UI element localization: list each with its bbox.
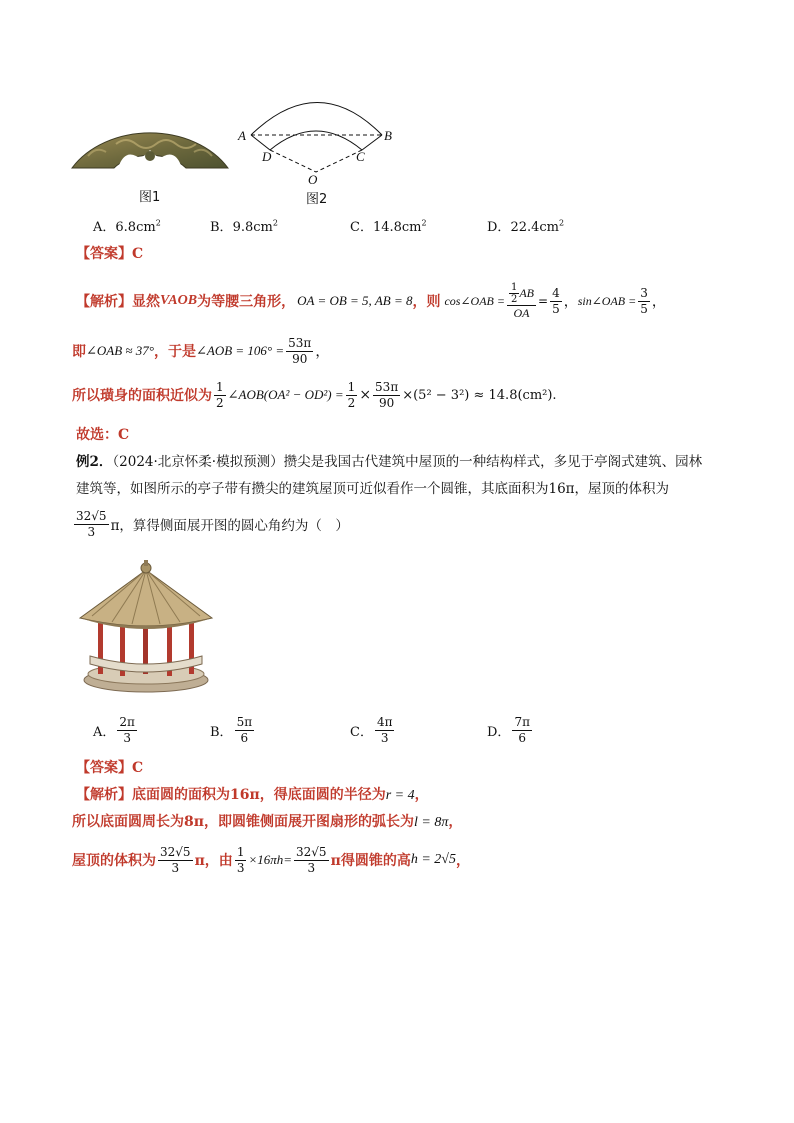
point-label-O: O <box>308 172 318 187</box>
q2-option-a: A． $\frac{2\pi}{3}$ <box>93 714 135 745</box>
q1-option-a: A．$6.8cm^2$ <box>93 218 161 235</box>
figure-2-caption: 图2 <box>306 192 328 207</box>
q1-analysis-line3: 所以璜身的面积近似为 $\frac{1}{2}$ ∠AOB(OA² − OD²) = $\frac{1}{2}$ × $\frac{53\pi}{90}$ ×(5² − 3²) ≈ 14.8(cm²). <box>72 379 557 410</box>
point-label-A: A <box>238 128 246 143</box>
pavilion-picture <box>72 560 220 696</box>
figure-1-caption: 图1 <box>139 190 161 205</box>
q1-analysis-line1: 【解析】 显然 VAOB 为等腰三角形， OA = OB = 5, AB = 8 ，则 cos∠OAB = $\frac{1}{2}$ AB OA = $\frac{4}{5}$ ， sin∠OAB = $\frac{3}{5}$ ， <box>76 281 666 320</box>
q1-option-b: B．$9.8cm^2$ <box>210 218 278 235</box>
q1-analysis-line2: 即 ∠OAB ≈ 37° ，于是 ∠AOB = 106° = $\frac{53\pi}{90}$ ， <box>72 335 330 366</box>
q2-stem-line1: 例2．（2024·北京怀柔·模拟预测）攒尖是我国古代建筑中屋顶的一种结构样式，多见于亭阁式建筑、园林 <box>76 454 703 470</box>
q1-conclusion: 故选：C <box>76 427 130 443</box>
point-label-B: B <box>384 128 392 143</box>
q2-analysis-line3: 屋顶的体积为 $\frac{32√5}{3}$ π，由 $\frac{1}{3}$ ×16πh= $\frac{32√5}{3}$ π得圆锥的高 h = 2√5 ， <box>72 844 470 875</box>
point-label-C: C <box>356 149 365 164</box>
q2-option-d: D． $\frac{7\pi}{6}$ <box>487 714 530 745</box>
q2-stem-line3: $\frac{32√5}{3}$ π，算得侧面展开图的圆心角约为（ ） <box>76 508 349 539</box>
cos-fraction: $\frac{1}{2}$ AB OA <box>507 282 536 321</box>
q1-option-c: C．$14.8cm^2$ <box>350 218 427 235</box>
q1-option-d: D．$22.4cm^2$ <box>487 218 565 235</box>
pavilion-image <box>72 560 220 696</box>
figure-1-jade-huang <box>68 104 232 174</box>
q2-option-c: C． $\frac{4\pi}{3}$ <box>350 714 393 745</box>
aob-fraction: $\frac{53\pi}{90}$ <box>288 335 312 366</box>
sin-value: $\frac{3}{5}$ <box>640 285 648 316</box>
q2-answer: 【答案】C <box>76 760 144 776</box>
cos-value: $\frac{4}{5}$ <box>552 285 560 316</box>
q2-analysis-line1: 【解析】底面圆的面积为16π，得底面圆的半径为r = 4， <box>76 787 429 803</box>
point-label-D: D <box>262 149 272 164</box>
q2-stem-line2: 建筑等，如图所示的亭子带有攒尖的建筑屋顶可近似看作一个圆锥，其底面积为16π，屋顶的体积为 <box>76 481 670 497</box>
q2-option-b: B． $\frac{5\pi}{6}$ <box>210 714 253 745</box>
jade-huang-image <box>68 104 232 174</box>
q2-analysis-line2: 所以底面圆周长为8π，即圆锥侧面展开图扇形的弧长为l = 8π， <box>72 814 463 830</box>
q1-answer: 【答案】C <box>76 246 144 262</box>
